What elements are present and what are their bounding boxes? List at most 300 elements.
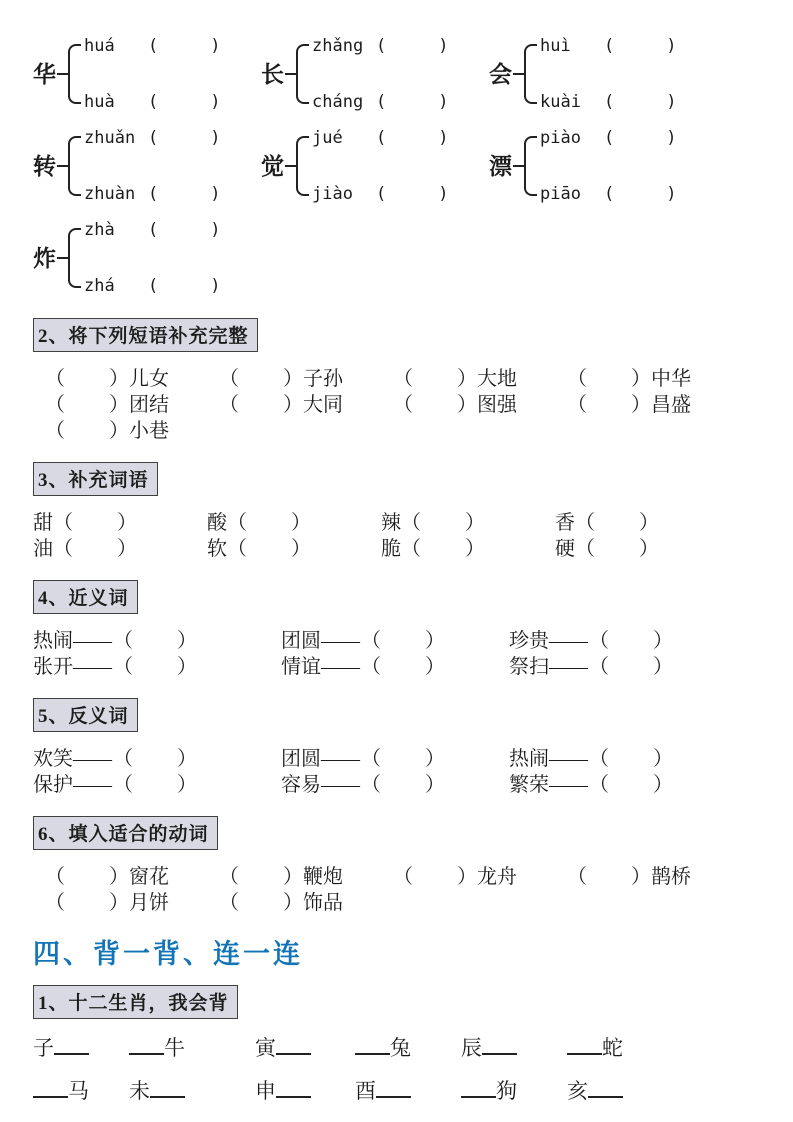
zodiac-branch-label: 牛 bbox=[164, 1036, 185, 1060]
pinyin-label: jué bbox=[312, 128, 343, 148]
paren-close: ） bbox=[631, 368, 651, 390]
answer-blank-parens bbox=[148, 128, 221, 148]
answer-blank-parens bbox=[45, 892, 129, 914]
zodiac-item bbox=[255, 1078, 355, 1104]
polyphonic-group bbox=[489, 36, 717, 112]
paren-close: ) bbox=[438, 128, 449, 148]
paren-open: （ bbox=[589, 656, 609, 678]
pinyin-label: jiào bbox=[312, 183, 353, 204]
answer-blank bbox=[376, 1083, 411, 1098]
paren-open: （ bbox=[113, 630, 133, 652]
pinyin-line bbox=[540, 128, 717, 148]
zodiac-section bbox=[33, 979, 765, 1104]
dash-separator: —— bbox=[321, 656, 359, 678]
word-label: 脆 bbox=[381, 538, 401, 560]
paren-open: （ bbox=[589, 748, 609, 770]
paren-open: ( bbox=[148, 91, 159, 112]
paren-open: （ bbox=[567, 394, 587, 416]
word-label: 龙舟 bbox=[477, 866, 517, 888]
fill-blank-item bbox=[45, 392, 219, 418]
pinyin-line bbox=[84, 184, 261, 204]
pinyin-lines bbox=[312, 36, 489, 112]
hanzi-character: 会 bbox=[489, 61, 512, 87]
paren-open: ( bbox=[148, 36, 159, 56]
fill-blank-item bbox=[567, 392, 741, 418]
paren-open: ( bbox=[148, 275, 159, 296]
paren-open: （ bbox=[393, 368, 413, 390]
word-label: 饰品 bbox=[303, 892, 343, 914]
paren-open: （ bbox=[45, 368, 65, 390]
fill-blank-item bbox=[219, 890, 393, 916]
hanzi-character: 觉 bbox=[261, 153, 284, 179]
paren-open: （ bbox=[45, 866, 65, 888]
word-label: 鹊桥 bbox=[651, 866, 691, 888]
polyphonic-group bbox=[33, 36, 261, 112]
paren-close: ） bbox=[639, 538, 659, 560]
answer-blank-parens bbox=[575, 538, 659, 560]
paren-close: ） bbox=[109, 420, 129, 442]
answer-blank-parens bbox=[113, 748, 197, 770]
answer-blank bbox=[482, 1040, 517, 1055]
pinyin-label: huà bbox=[84, 91, 115, 112]
paren-close: ） bbox=[465, 512, 485, 534]
fill-blank-item bbox=[555, 510, 729, 536]
pinyin-label: zhá bbox=[84, 275, 115, 296]
answer-blank bbox=[588, 1083, 623, 1098]
word-label: 团圆 bbox=[281, 748, 321, 770]
answer-blank bbox=[33, 1083, 68, 1098]
paren-open: （ bbox=[393, 866, 413, 888]
zodiac-item bbox=[255, 1035, 355, 1061]
brace-bracket bbox=[68, 228, 81, 288]
answer-blank-parens bbox=[393, 866, 477, 888]
word-label: 繁荣 bbox=[509, 774, 549, 796]
fill-blank-item bbox=[393, 366, 567, 392]
zodiac-item bbox=[129, 1035, 255, 1061]
dash-separator: —— bbox=[321, 630, 359, 652]
zodiac-branch-label: 寅 bbox=[255, 1036, 276, 1060]
answer-blank-parens bbox=[227, 512, 311, 534]
dash-separator: —— bbox=[73, 748, 111, 770]
zodiac-section-header: 1、十二生肖，我会背 bbox=[33, 985, 238, 1019]
paren-open: ( bbox=[148, 183, 159, 204]
section-header: 5、反义词 bbox=[33, 698, 138, 732]
pinyin-line bbox=[312, 36, 489, 56]
answer-blank-parens bbox=[219, 368, 303, 390]
hanzi-character: 转 bbox=[33, 153, 56, 179]
paren-open: （ bbox=[361, 656, 381, 678]
fill-blank-item bbox=[207, 536, 381, 562]
paren-close: ) bbox=[210, 36, 221, 56]
word-label: 热闹 bbox=[509, 748, 549, 770]
zodiac-branch-label: 子 bbox=[33, 1036, 54, 1060]
answer-blank-parens bbox=[604, 184, 677, 204]
paren-open: ( bbox=[604, 91, 615, 112]
brace-connector bbox=[285, 165, 296, 167]
brace-bracket bbox=[68, 44, 81, 104]
paren-close: ） bbox=[653, 656, 673, 678]
pinyin-label: huì bbox=[540, 36, 571, 56]
fill-blank-item bbox=[33, 510, 207, 536]
paren-close: ） bbox=[457, 368, 477, 390]
pinyin-label: zhǎng bbox=[312, 36, 364, 56]
hanzi-character: 长 bbox=[261, 61, 284, 87]
word-label: 张开 bbox=[33, 656, 73, 678]
fill-blank-item bbox=[509, 772, 739, 798]
fill-blank-item bbox=[509, 654, 739, 680]
answer-blank-parens bbox=[148, 220, 221, 240]
dash-separator: —— bbox=[549, 748, 587, 770]
zodiac-item bbox=[33, 1078, 129, 1104]
pinyin-line bbox=[84, 276, 261, 296]
fill-blank-item bbox=[567, 864, 741, 890]
fill-blank-item bbox=[555, 536, 729, 562]
paren-open: （ bbox=[567, 866, 587, 888]
answer-blank-parens bbox=[113, 774, 197, 796]
fill-blank-item bbox=[393, 864, 567, 890]
brace-bracket bbox=[296, 44, 309, 104]
answer-blank-parens bbox=[361, 774, 445, 796]
answer-blank-parens bbox=[45, 420, 129, 442]
paren-open: （ bbox=[219, 394, 239, 416]
answer-blank-parens bbox=[567, 394, 651, 416]
word-label: 油 bbox=[33, 538, 53, 560]
section-rows bbox=[33, 510, 765, 562]
word-label: 团结 bbox=[129, 394, 169, 416]
pinyin-line bbox=[84, 128, 261, 148]
answer-blank-parens bbox=[567, 368, 651, 390]
exercise-section bbox=[33, 810, 765, 916]
paren-open: （ bbox=[219, 866, 239, 888]
paren-close: ） bbox=[425, 656, 445, 678]
pinyin-lines bbox=[84, 220, 261, 296]
section-header: 6、填入适合的动词 bbox=[33, 816, 218, 850]
fill-blank-item bbox=[281, 746, 509, 772]
answer-blank-parens bbox=[113, 630, 197, 652]
pinyin-line bbox=[84, 220, 261, 240]
answer-blank-parens bbox=[376, 184, 449, 204]
zodiac-branch-label: 蛇 bbox=[602, 1036, 623, 1060]
zodiac-item bbox=[355, 1035, 461, 1061]
answer-blank-parens bbox=[376, 92, 449, 112]
answer-blank-parens bbox=[393, 394, 477, 416]
section-row bbox=[45, 418, 765, 444]
paren-open: （ bbox=[567, 368, 587, 390]
paren-close: ） bbox=[109, 368, 129, 390]
paren-close: ） bbox=[631, 866, 651, 888]
paren-close: ) bbox=[210, 220, 221, 240]
section-row bbox=[45, 366, 765, 392]
paren-open: （ bbox=[53, 538, 73, 560]
word-label: 团圆 bbox=[281, 630, 321, 652]
paren-close: ） bbox=[631, 394, 651, 416]
zodiac-item bbox=[33, 1035, 129, 1061]
polyphonic-group bbox=[33, 128, 261, 204]
pinyin-label: kuài bbox=[540, 91, 581, 112]
paren-close: ） bbox=[653, 630, 673, 652]
zodiac-item bbox=[129, 1078, 255, 1104]
fill-blank-item bbox=[33, 654, 281, 680]
section-row bbox=[45, 864, 765, 890]
pinyin-label: piāo bbox=[540, 183, 581, 204]
word-label: 子孙 bbox=[303, 368, 343, 390]
paren-close: ) bbox=[666, 36, 677, 56]
word-label: 大地 bbox=[477, 368, 517, 390]
fill-blank-item bbox=[567, 366, 741, 392]
paren-close: ） bbox=[291, 512, 311, 534]
answer-blank-parens bbox=[604, 128, 677, 148]
fill-blank-item bbox=[45, 418, 219, 444]
fill-blank-item bbox=[219, 864, 393, 890]
answer-blank-parens bbox=[45, 368, 129, 390]
brace-bracket bbox=[524, 44, 537, 104]
pinyin-line bbox=[84, 36, 261, 56]
polyphonic-group bbox=[261, 36, 489, 112]
answer-blank-parens bbox=[376, 36, 449, 56]
paren-close: ） bbox=[457, 866, 477, 888]
brace-connector bbox=[513, 165, 524, 167]
polyphonic-row bbox=[33, 36, 765, 112]
answer-blank-parens bbox=[219, 866, 303, 888]
paren-close: ） bbox=[109, 892, 129, 914]
dash-separator: —— bbox=[73, 656, 111, 678]
pinyin-line bbox=[312, 92, 489, 112]
paren-close: ) bbox=[438, 36, 449, 56]
paren-close: ） bbox=[117, 512, 137, 534]
paren-open: （ bbox=[113, 748, 133, 770]
word-label: 儿女 bbox=[129, 368, 169, 390]
word-label: 月饼 bbox=[129, 892, 169, 914]
word-label: 大同 bbox=[303, 394, 343, 416]
paren-open: ( bbox=[376, 91, 387, 112]
answer-blank-parens bbox=[148, 184, 221, 204]
pinyin-label: zhuǎn bbox=[84, 128, 136, 148]
paren-open: （ bbox=[113, 774, 133, 796]
pinyin-lines bbox=[540, 36, 717, 112]
zodiac-item bbox=[461, 1035, 567, 1061]
zodiac-item bbox=[355, 1078, 461, 1104]
answer-blank-parens bbox=[219, 892, 303, 914]
paren-close: ） bbox=[283, 866, 303, 888]
zodiac-item bbox=[567, 1035, 679, 1061]
answer-blank-parens bbox=[401, 512, 485, 534]
exercise-section bbox=[33, 312, 765, 444]
section-rows bbox=[33, 864, 765, 916]
paren-close: ） bbox=[177, 656, 197, 678]
answer-blank bbox=[150, 1083, 185, 1098]
word-label: 鞭炮 bbox=[303, 866, 343, 888]
fill-blank-item bbox=[45, 864, 219, 890]
zodiac-branch-label: 亥 bbox=[567, 1079, 588, 1103]
fill-blank-item bbox=[281, 654, 509, 680]
paren-close: ） bbox=[283, 368, 303, 390]
answer-blank-parens bbox=[567, 866, 651, 888]
pinyin-line bbox=[540, 36, 717, 56]
paren-open: ( bbox=[376, 36, 387, 56]
paren-open: （ bbox=[227, 538, 247, 560]
pinyin-line bbox=[540, 184, 717, 204]
paren-open: （ bbox=[575, 512, 595, 534]
fill-blank-item bbox=[33, 772, 281, 798]
word-label: 软 bbox=[207, 538, 227, 560]
zodiac-branch-label: 未 bbox=[129, 1079, 150, 1103]
answer-blank bbox=[355, 1040, 390, 1055]
fill-blank-item bbox=[281, 628, 509, 654]
section-row bbox=[33, 510, 765, 536]
zodiac-branch-label: 狗 bbox=[496, 1079, 517, 1103]
paren-close: ） bbox=[283, 394, 303, 416]
word-label: 情谊 bbox=[281, 656, 321, 678]
paren-close: ） bbox=[109, 866, 129, 888]
answer-blank-parens bbox=[589, 630, 673, 652]
answer-blank bbox=[461, 1083, 496, 1098]
fill-blank-item bbox=[381, 536, 555, 562]
part-four-heading: 四、背一背、连一连 bbox=[33, 939, 303, 970]
pinyin-label: piào bbox=[540, 128, 581, 148]
answer-blank-parens bbox=[148, 276, 221, 296]
answer-blank-parens bbox=[401, 538, 485, 560]
word-label: 中华 bbox=[651, 368, 691, 390]
zodiac-branch-label: 兔 bbox=[390, 1036, 411, 1060]
answer-blank-parens bbox=[604, 36, 677, 56]
paren-close: ） bbox=[283, 892, 303, 914]
fill-blank-item bbox=[207, 510, 381, 536]
answer-blank-parens bbox=[589, 748, 673, 770]
fill-blank-item bbox=[393, 392, 567, 418]
section-row bbox=[33, 536, 765, 562]
answer-blank-parens bbox=[589, 656, 673, 678]
fill-blank-item bbox=[219, 366, 393, 392]
fill-blank-item bbox=[281, 772, 509, 798]
paren-open: （ bbox=[219, 892, 239, 914]
answer-blank-parens bbox=[604, 92, 677, 112]
answer-blank-parens bbox=[45, 394, 129, 416]
section-row bbox=[45, 392, 765, 418]
dash-separator: —— bbox=[549, 656, 587, 678]
paren-open: ( bbox=[148, 220, 159, 240]
polyphonic-group bbox=[261, 128, 489, 204]
fill-blank-item bbox=[509, 746, 739, 772]
paren-open: （ bbox=[219, 368, 239, 390]
paren-open: （ bbox=[227, 512, 247, 534]
paren-close: ) bbox=[666, 183, 677, 204]
exercise-section bbox=[33, 456, 765, 562]
paren-close: ) bbox=[210, 275, 221, 296]
dash-separator: —— bbox=[321, 748, 359, 770]
polyphonic-row bbox=[33, 128, 765, 204]
answer-blank-parens bbox=[393, 368, 477, 390]
answer-blank-parens bbox=[219, 394, 303, 416]
word-label: 酸 bbox=[207, 512, 227, 534]
paren-open: ( bbox=[604, 128, 615, 148]
answer-blank-parens bbox=[53, 512, 137, 534]
brace-connector bbox=[57, 257, 68, 259]
paren-open: （ bbox=[361, 774, 381, 796]
fill-blank-item bbox=[45, 890, 219, 916]
paren-close: ) bbox=[666, 91, 677, 112]
word-label: 小巷 bbox=[129, 420, 169, 442]
word-label: 香 bbox=[555, 512, 575, 534]
brace-bracket bbox=[524, 136, 537, 196]
fill-blank-item bbox=[33, 536, 207, 562]
brace-connector bbox=[513, 73, 524, 75]
paren-open: （ bbox=[589, 630, 609, 652]
answer-blank-parens bbox=[53, 538, 137, 560]
fill-blank-item bbox=[219, 392, 393, 418]
paren-close: ) bbox=[666, 128, 677, 148]
paren-close: ） bbox=[425, 630, 445, 652]
section-header: 3、补充词语 bbox=[33, 462, 158, 496]
word-label: 辣 bbox=[381, 512, 401, 534]
paren-close: ） bbox=[177, 748, 197, 770]
brace-connector bbox=[57, 73, 68, 75]
dash-separator: —— bbox=[549, 630, 587, 652]
paren-open: （ bbox=[401, 512, 421, 534]
paren-close: ） bbox=[291, 538, 311, 560]
hanzi-character: 炸 bbox=[33, 245, 56, 271]
fill-blank-item bbox=[509, 628, 739, 654]
polyphonic-characters-section bbox=[33, 36, 765, 296]
fill-blank-item bbox=[33, 746, 281, 772]
answer-blank-parens bbox=[575, 512, 659, 534]
zodiac-branch-label: 申 bbox=[255, 1079, 276, 1103]
paren-close: ) bbox=[438, 91, 449, 112]
section-rows bbox=[33, 628, 765, 680]
dash-separator: —— bbox=[321, 774, 359, 796]
fill-blank-item bbox=[33, 628, 281, 654]
paren-open: （ bbox=[53, 512, 73, 534]
answer-blank-parens bbox=[361, 748, 445, 770]
fill-blank-item bbox=[45, 366, 219, 392]
word-label: 欢笑 bbox=[33, 748, 73, 770]
paren-close: ) bbox=[210, 128, 221, 148]
word-label: 祭扫 bbox=[509, 656, 549, 678]
polyphonic-group bbox=[33, 220, 261, 296]
paren-open: （ bbox=[401, 538, 421, 560]
word-label: 硬 bbox=[555, 538, 575, 560]
paren-open: ( bbox=[376, 128, 387, 148]
paren-close: ） bbox=[653, 748, 673, 770]
section-row bbox=[45, 890, 765, 916]
paren-close: ） bbox=[465, 538, 485, 560]
pinyin-lines bbox=[312, 128, 489, 204]
paren-open: ( bbox=[604, 183, 615, 204]
polyphonic-row bbox=[33, 220, 765, 296]
paren-open: （ bbox=[589, 774, 609, 796]
word-label: 昌盛 bbox=[651, 394, 691, 416]
word-label: 保护 bbox=[33, 774, 73, 796]
paren-close: ) bbox=[210, 183, 221, 204]
section-header: 4、近义词 bbox=[33, 580, 138, 614]
paren-open: （ bbox=[361, 748, 381, 770]
section-row bbox=[33, 628, 765, 654]
brace-bracket bbox=[68, 136, 81, 196]
paren-close: ) bbox=[210, 91, 221, 112]
answer-blank-parens bbox=[227, 538, 311, 560]
hanzi-character: 漂 bbox=[489, 153, 512, 179]
paren-close: ） bbox=[177, 630, 197, 652]
pinyin-label: zhà bbox=[84, 220, 115, 240]
zodiac-item bbox=[567, 1078, 679, 1104]
answer-blank bbox=[129, 1040, 164, 1055]
pinyin-lines bbox=[540, 128, 717, 204]
dash-separator: —— bbox=[73, 630, 111, 652]
paren-open: （ bbox=[45, 892, 65, 914]
answer-blank bbox=[276, 1083, 311, 1098]
paren-close: ） bbox=[109, 394, 129, 416]
zodiac-branch-label: 马 bbox=[68, 1079, 89, 1103]
word-label: 珍贵 bbox=[509, 630, 549, 652]
